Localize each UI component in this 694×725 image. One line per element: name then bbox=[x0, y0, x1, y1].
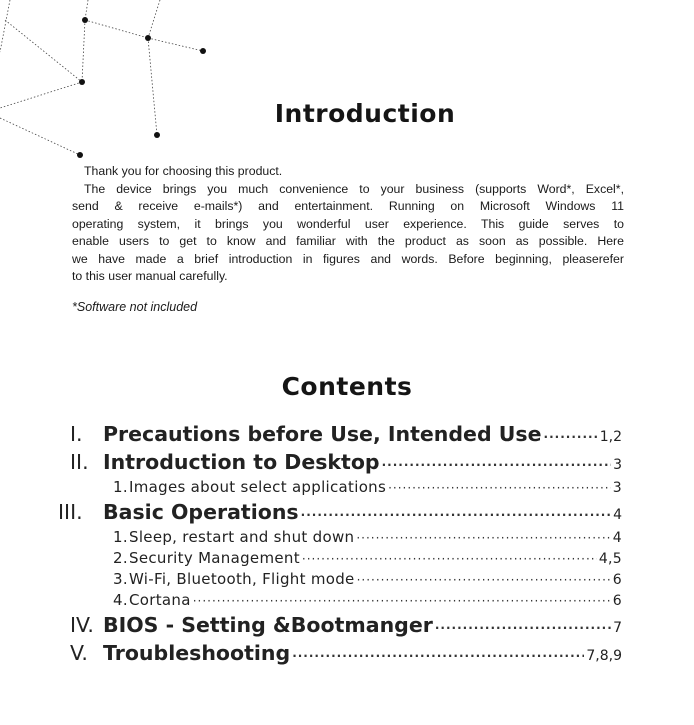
toc-label: BIOS - Setting &Bootmanger bbox=[103, 613, 433, 637]
toc-subentry[interactable] bbox=[113, 528, 622, 546]
intro-line: to this user manual carefully. bbox=[72, 269, 228, 283]
toc-number: III. bbox=[58, 500, 83, 524]
toc-leader-dots bbox=[382, 458, 611, 472]
toc-label: Images about select applications bbox=[129, 478, 387, 496]
toc-label: Wi-Fi, Bluetooth, Flight mode bbox=[129, 570, 355, 588]
toc-number: 2. bbox=[113, 549, 128, 567]
introduction-text bbox=[72, 163, 624, 286]
software-note: *Software not included bbox=[72, 300, 198, 314]
toc-subentry[interactable] bbox=[113, 591, 622, 609]
toc-page: 3 bbox=[613, 457, 622, 473]
introduction-heading: Introduction bbox=[274, 99, 456, 128]
toc-page: 4,5 bbox=[598, 551, 622, 567]
toc-subentry[interactable] bbox=[113, 549, 622, 567]
toc-page: 3 bbox=[612, 480, 622, 496]
toc-page: 6 bbox=[612, 572, 622, 588]
toc-subentry[interactable] bbox=[113, 570, 622, 588]
intro-line: operating system, it brings you wonderful user experience. This guide serves to bbox=[72, 216, 624, 231]
intro-line: enable users to get to know and familiar with the product as soon as possible. Here bbox=[72, 234, 624, 248]
toc-number: 4. bbox=[113, 591, 128, 609]
toc-leader-dots bbox=[388, 481, 611, 495]
intro-line: we have made a brief introduction in figures and words. Before beginning, pleaserefer bbox=[72, 251, 624, 266]
toc-leader-dots bbox=[302, 552, 597, 566]
toc-label: Troubleshooting bbox=[103, 641, 291, 665]
toc-number: II. bbox=[70, 450, 89, 474]
toc-subentry[interactable] bbox=[113, 478, 622, 496]
toc-leader-dots bbox=[435, 621, 611, 635]
toc-entry[interactable] bbox=[70, 613, 622, 637]
toc-label: Introduction to Desktop bbox=[103, 450, 380, 474]
toc-page: 4 bbox=[613, 507, 622, 523]
intro-line: The device brings you much convenience to your business (supports Word*, Excel*, bbox=[84, 181, 624, 196]
toc-label: Basic Operations bbox=[103, 500, 299, 524]
intro-line: send & receive e-mails*) and entertainment. Running on Microsoft Windows 11 bbox=[72, 199, 624, 213]
toc-label: Cortana bbox=[129, 591, 191, 609]
toc-number: 1. bbox=[113, 478, 128, 496]
toc-entry[interactable] bbox=[58, 500, 622, 524]
toc-entry[interactable] bbox=[70, 422, 622, 446]
intro-line: Thank you for choosing this product. bbox=[84, 164, 283, 178]
toc-leader-dots bbox=[301, 508, 611, 522]
toc-page: 7,8,9 bbox=[586, 648, 622, 664]
toc-entry[interactable] bbox=[70, 450, 622, 474]
contents-heading: Contents bbox=[281, 372, 413, 401]
toc-label: Precautions before Use, Intended Use bbox=[103, 422, 542, 446]
toc-page: 6 bbox=[612, 593, 622, 609]
toc-leader-dots bbox=[292, 649, 584, 663]
toc-page: 1,2 bbox=[599, 429, 622, 445]
toc-number: I. bbox=[70, 422, 83, 446]
toc-label: Security Management bbox=[129, 549, 300, 567]
toc-entry[interactable] bbox=[70, 641, 622, 665]
toc-page: 7 bbox=[613, 620, 622, 636]
toc-leader-dots bbox=[356, 531, 610, 545]
toc-number: 3. bbox=[113, 570, 128, 588]
toc-leader-dots bbox=[357, 573, 611, 587]
toc-label: Sleep, restart and shut down bbox=[129, 528, 355, 546]
toc-leader-dots bbox=[193, 594, 611, 608]
toc-number: IV. bbox=[70, 613, 94, 637]
toc-number: V. bbox=[70, 641, 88, 665]
toc-number: 1. bbox=[113, 528, 128, 546]
toc-leader-dots bbox=[544, 430, 598, 444]
toc-page: 4 bbox=[612, 530, 622, 546]
